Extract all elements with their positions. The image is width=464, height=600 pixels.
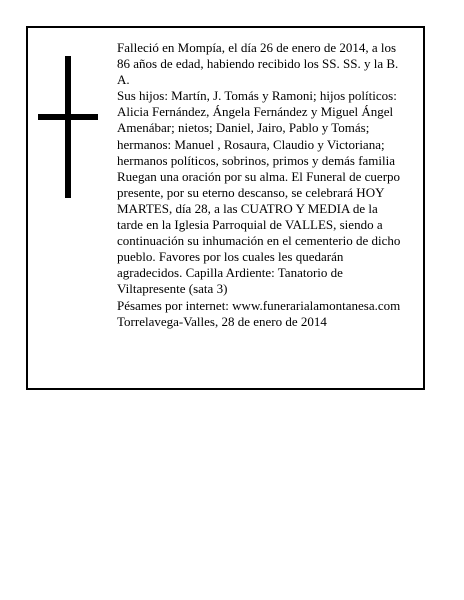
text-line: Falleció en Mompía, el día 26 de enero de 2014, a los (117, 40, 397, 55)
obituary-notice (26, 26, 425, 390)
text-line: Sus hijos: Martín, J. Tomás y Ramoni; hijos políticos: (117, 88, 397, 104)
text-line: agradecidos. Capilla Ardiente: Tanatorio de (117, 265, 343, 281)
obituary-text (117, 40, 427, 330)
text-line: Pésames por internet: www.funerarialamontanesa.com (117, 297, 401, 313)
cross-horizontal-bar (38, 114, 98, 120)
text-line: pueblo. Favores por los cuales les quedarán (117, 249, 344, 265)
cross-icon (38, 56, 98, 198)
text-line: 86 años de edad, habiendo recibido los SS. SS. y la B. (117, 56, 399, 72)
text-line: hermanos políticos, sobrinos, primos y demás familia (117, 152, 396, 168)
text-line: A. (117, 72, 130, 88)
text-line: continuación su inhumación en el cementerio de dicho (117, 233, 401, 249)
text-line: Amenábar; nietos; Daniel, Jairo, Pablo y Tomás; (117, 120, 370, 136)
cross-vertical-bar (65, 56, 71, 198)
text-line: MARTES, día 28, a las CUATRO Y MEDIA de la (117, 200, 378, 216)
text-line: tarde en la Iglesia Parroquial de VALLES, siendo a (117, 217, 383, 233)
text-line: Viltapresente (sata 3) (117, 281, 228, 297)
text-line: presente, por su eterno descanso, se celebrará HOY (117, 184, 385, 200)
text-line: Ruegan una oración por su alma. El Funeral de cuerpo (117, 168, 401, 184)
text-line: Alicia Fernández, Ángela Fernández y Miguel Ángel (117, 104, 394, 120)
text-line: Torrelavega-Valles, 28 de enero de 2014 (117, 313, 327, 329)
text-line: hermanos: Manuel , Rosaura, Claudio y Victoriana; (117, 136, 385, 152)
